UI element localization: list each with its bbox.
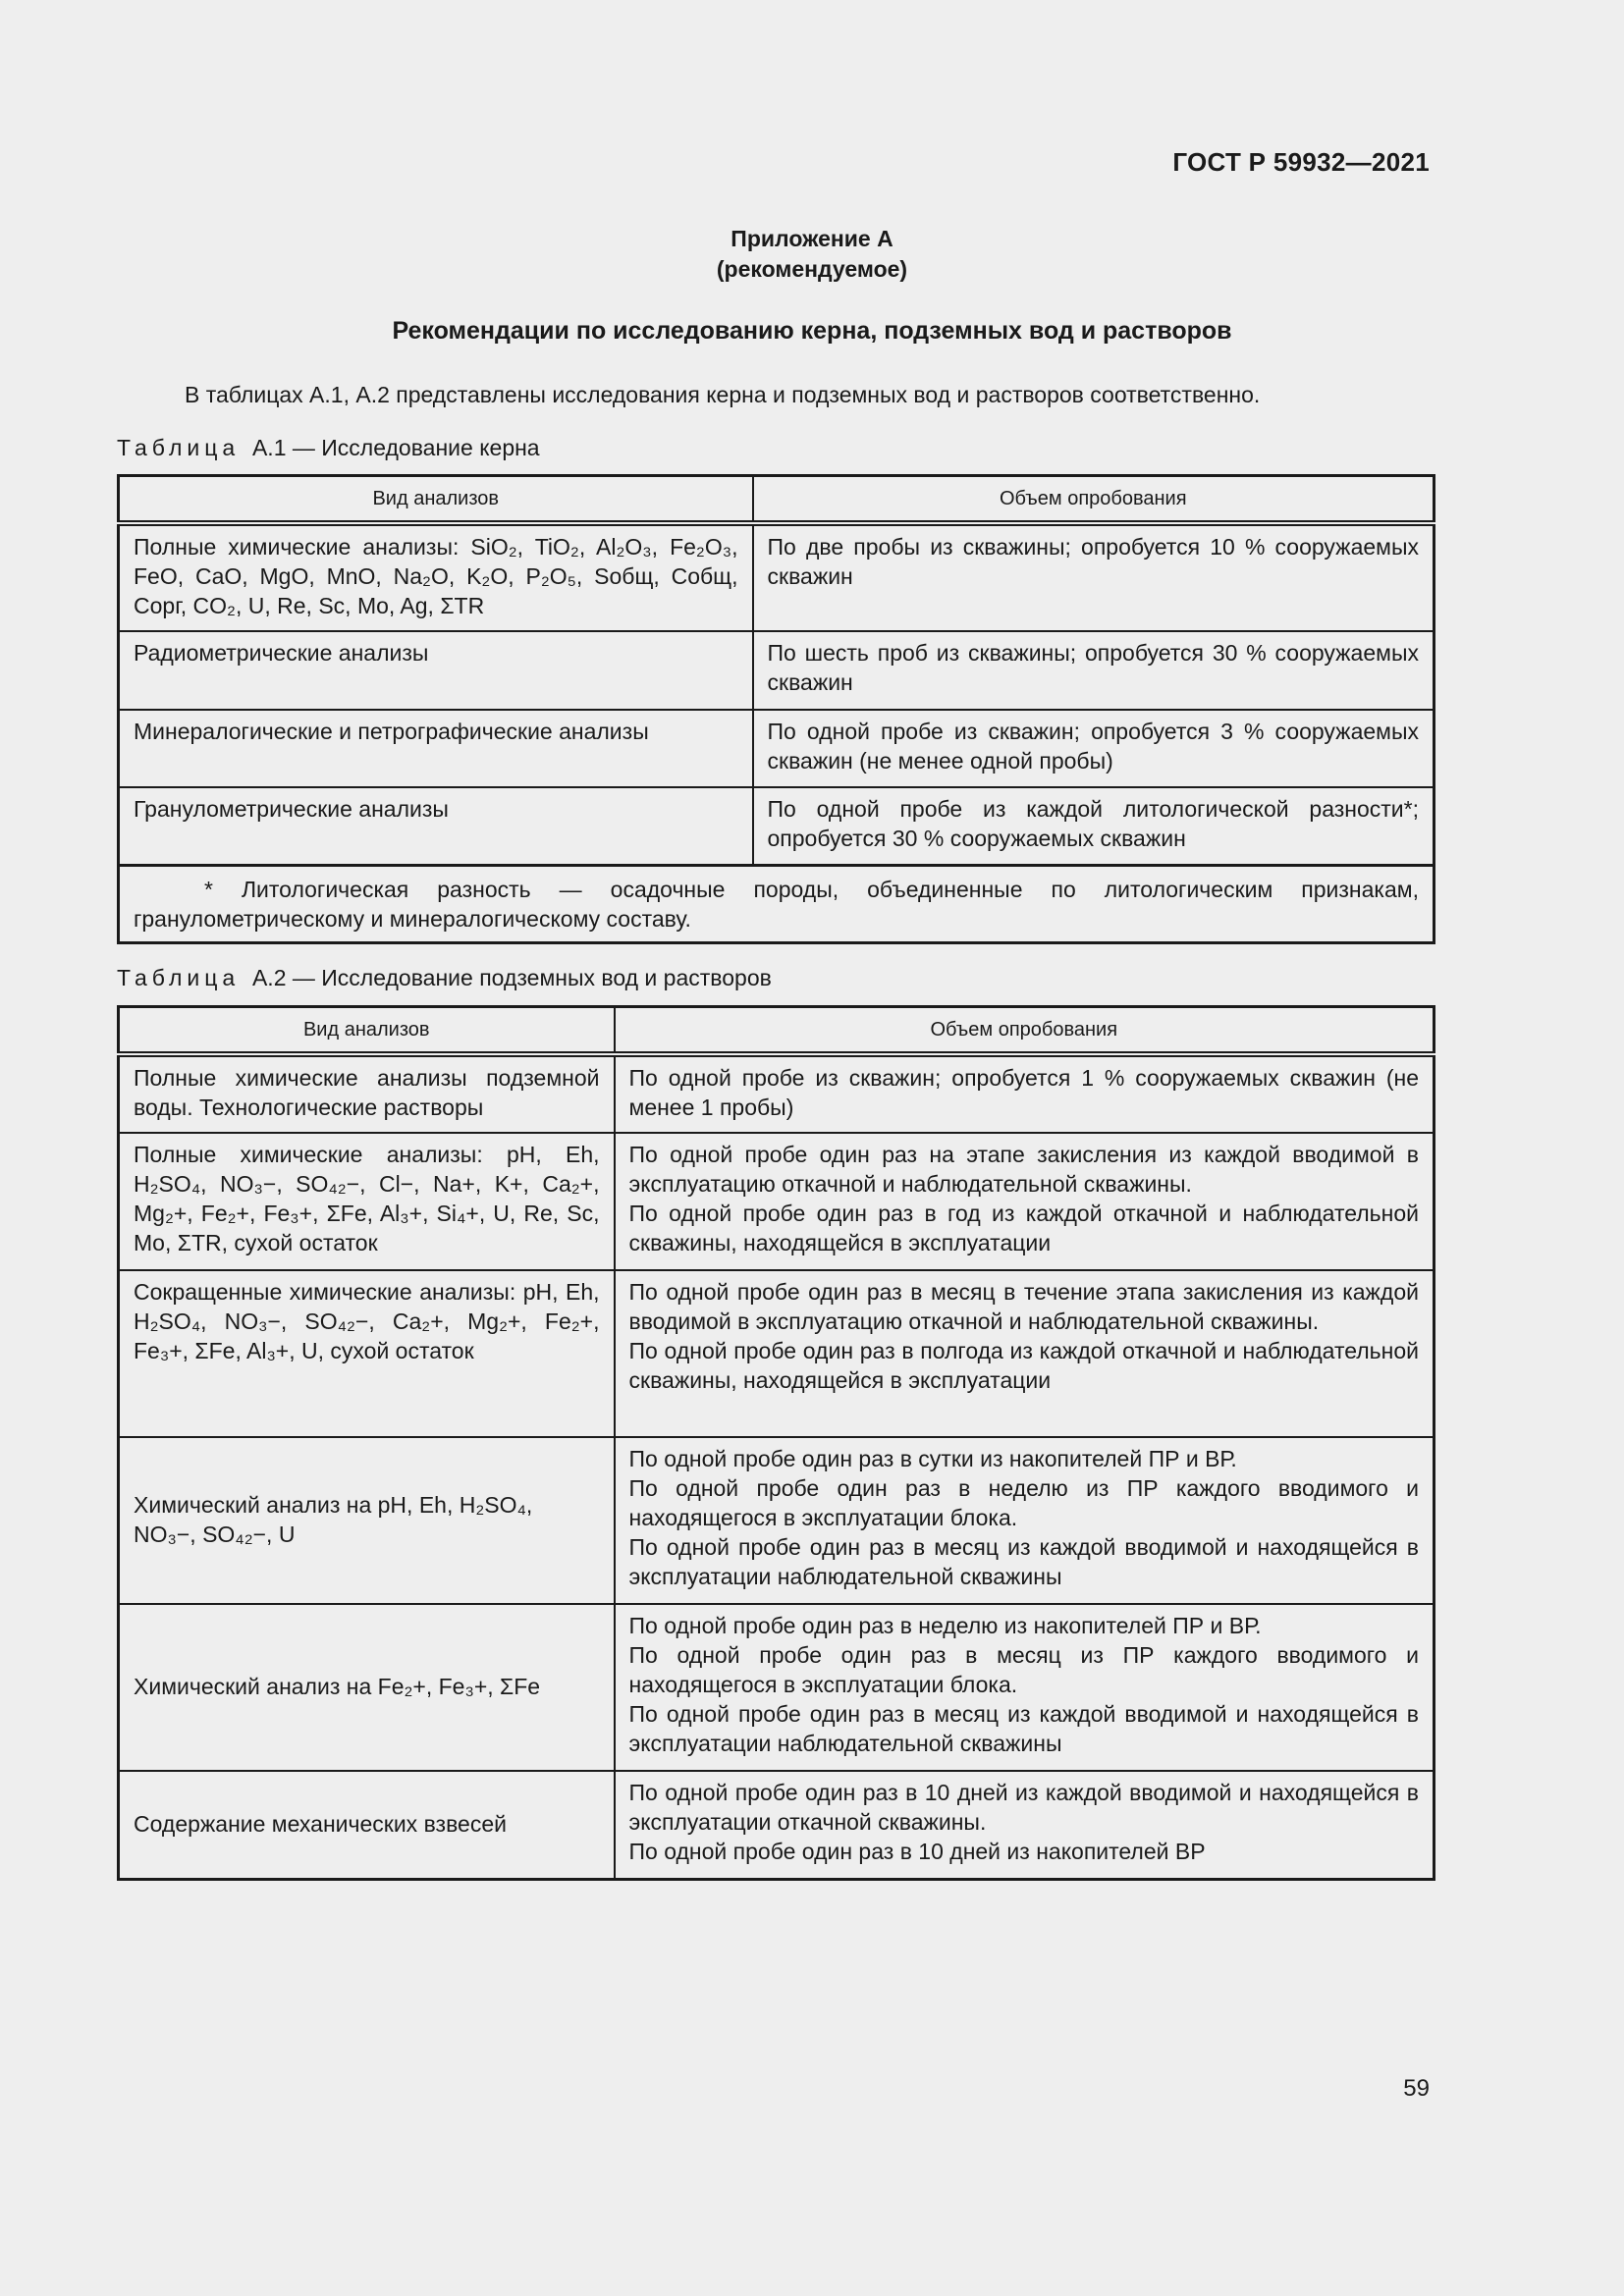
volume-line: По одной пробе один раз в месяц из ПР каждого вводимого и находящегося в эксплуатации блока. <box>628 1642 1419 1697</box>
table-row <box>119 523 1435 631</box>
volume-line: По одной пробе один раз в 10 дней из накопителей ВР <box>628 1839 1206 1864</box>
table2-caption-prefix: Таблица <box>117 965 241 990</box>
table2-caption-text: А.2 — Исследование подземных вод и растворов <box>251 965 772 990</box>
table-footnote <box>119 865 1435 942</box>
analysis-cell: Полные химические анализы: pH, Eh, H₂SO₄, NO₃−, SO₄₂−, Cl−, Na+, K+, Ca₂+, Mg₂+, Fe₂+, Fe₃+, ΣFe, Al₃+, Si₄+, U, Re, Sc, Mo, ΣTR, сухой остаток <box>119 1133 615 1270</box>
table-row <box>119 1270 1435 1437</box>
analysis-cell: Минералогические и петрографические анализы <box>119 710 753 787</box>
column-header: Объем опробования <box>615 1007 1435 1055</box>
volume-cell <box>615 1437 1435 1604</box>
volume-line: По одной пробе один раз на этапе закисления из каждой вводимой в эксплуатацию откачной и наблюдательной скважины. <box>628 1142 1419 1197</box>
table-row <box>119 1437 1435 1604</box>
analysis-cell: Радиометрические анализы <box>119 631 753 710</box>
volume-cell <box>615 1054 1435 1133</box>
volume-cell: По две пробы из скважины; опробуется 10 % сооружаемых скважин <box>753 523 1435 631</box>
volume-line: По одной пробе один раз в 10 дней из каждой вводимой и находящейся в эксплуатации откачной скважины. <box>628 1780 1419 1835</box>
table2-caption <box>117 965 772 991</box>
column-header: Вид анализов <box>119 476 753 524</box>
analysis-cell: Гранулометрические анализы <box>119 787 753 865</box>
volume-cell: По одной пробе из каждой литологической разности*; опробуется 30 % сооружаемых скважин <box>753 787 1435 865</box>
volume-line: По одной пробе один раз в месяц из каждой вводимой и находящейся в эксплуатации наблюдательной скважины <box>628 1701 1419 1756</box>
table-row <box>119 1133 1435 1270</box>
column-header: Объем опробования <box>753 476 1435 524</box>
table-row <box>119 1771 1435 1879</box>
analysis-cell: Химический анализ на Fe₂+, Fe₃+, ΣFe <box>119 1604 615 1771</box>
volume-cell <box>615 1270 1435 1437</box>
table-header-row <box>119 476 1435 524</box>
table-a1 <box>117 474 1435 944</box>
volume-line: По одной пробе один раз в месяц в течение этапа закисления из каждой вводимой в эксплуатацию откачной и наблюдательной скважины. <box>628 1279 1419 1334</box>
volume-cell: По одной пробе из скважин; опробуется 3 % сооружаемых скважин (не менее одной пробы) <box>753 710 1435 787</box>
table-row <box>119 631 1435 710</box>
standard-code: ГОСТ Р 59932—2021 <box>1172 147 1430 177</box>
analysis-cell: Сокращенные химические анализы: pH, Eh, H₂SO₄, NO₃−, SO₄₂−, Ca₂+, Mg₂+, Fe₂+, Fe₃+, ΣFe, Al₃+, U, сухой остаток <box>119 1270 615 1437</box>
table1-caption <box>117 435 540 461</box>
table1-caption-text: А.1 — Исследование керна <box>251 435 540 460</box>
volume-cell <box>615 1771 1435 1879</box>
table-a2 <box>117 1005 1435 1881</box>
volume-line: По одной пробе один раз в неделю из ПР каждого вводимого и находящегося в эксплуатации блока. <box>628 1475 1419 1530</box>
table-row <box>119 1054 1435 1133</box>
volume-line: По одной пробе один раз в месяц из каждой вводимой и находящейся в эксплуатации наблюдательной скважины <box>628 1534 1419 1589</box>
intro-paragraph: В таблицах А.1, А.2 представлены исследования керна и подземных вод и растворов соответственно. <box>185 382 1261 407</box>
volume-line: По одной пробе один раз в полгода из каждой откачной и наблюдательной скважины, находящейся в эксплуатации <box>628 1338 1419 1393</box>
table-footnote-row <box>119 865 1435 942</box>
analysis-cell: Полные химические анализы: SiO₂, TiO₂, Al₂O₃, Fe₂O₃, FeO, CaO, MgO, MnO, Na₂O, K₂O, P₂O₅, Sобщ, Собщ, Сорг, CO₂, U, Re, Sc, Mo, Ag, ΣTR <box>119 523 753 631</box>
table-row <box>119 710 1435 787</box>
volume-line: По одной пробе один раз в неделю из накопителей ПР и ВР. <box>628 1613 1262 1638</box>
table1-caption-prefix: Таблица <box>117 435 241 460</box>
volume-line: По одной пробе один раз в сутки из накопителей ПР и ВР. <box>628 1446 1237 1471</box>
analysis-cell: Содержание механических взвесей <box>119 1771 615 1879</box>
appendix-title: Приложение А <box>731 226 893 251</box>
volume-cell <box>615 1133 1435 1270</box>
table-row <box>119 1604 1435 1771</box>
analysis-cell: Полные химические анализы подземной воды. Технологические растворы <box>119 1054 615 1133</box>
volume-line: По одной пробе один раз в год из каждой откачной и наблюдательной скважины, находящейся в эксплуатации <box>628 1201 1419 1255</box>
page-number: 59 <box>1403 2075 1430 2102</box>
table-header-row <box>119 1007 1435 1055</box>
volume-cell <box>615 1604 1435 1771</box>
volume-line: По одной пробе из скважин; опробуется 1 % сооружаемых скважин (не менее 1 пробы) <box>628 1065 1419 1120</box>
volume-cell: По шесть проб из скважины; опробуется 30 % сооружаемых скважин <box>753 631 1435 710</box>
table-row <box>119 787 1435 865</box>
column-header: Вид анализов <box>119 1007 615 1055</box>
analysis-cell: Химический анализ на pH, Eh, H₂SO₄, NO₃−, SO₄₂−, U <box>119 1437 615 1604</box>
section-title: Рекомендации по исследованию керна, подземных вод и растворов <box>392 317 1232 345</box>
appendix-heading <box>0 224 1624 285</box>
footnote-text: * Литологическая разность — осадочные породы, объединенные по литологическим признакам, гранулометрическому и минералогическому составу. <box>134 876 1419 932</box>
appendix-subtitle: (рекомендуемое) <box>716 256 908 282</box>
